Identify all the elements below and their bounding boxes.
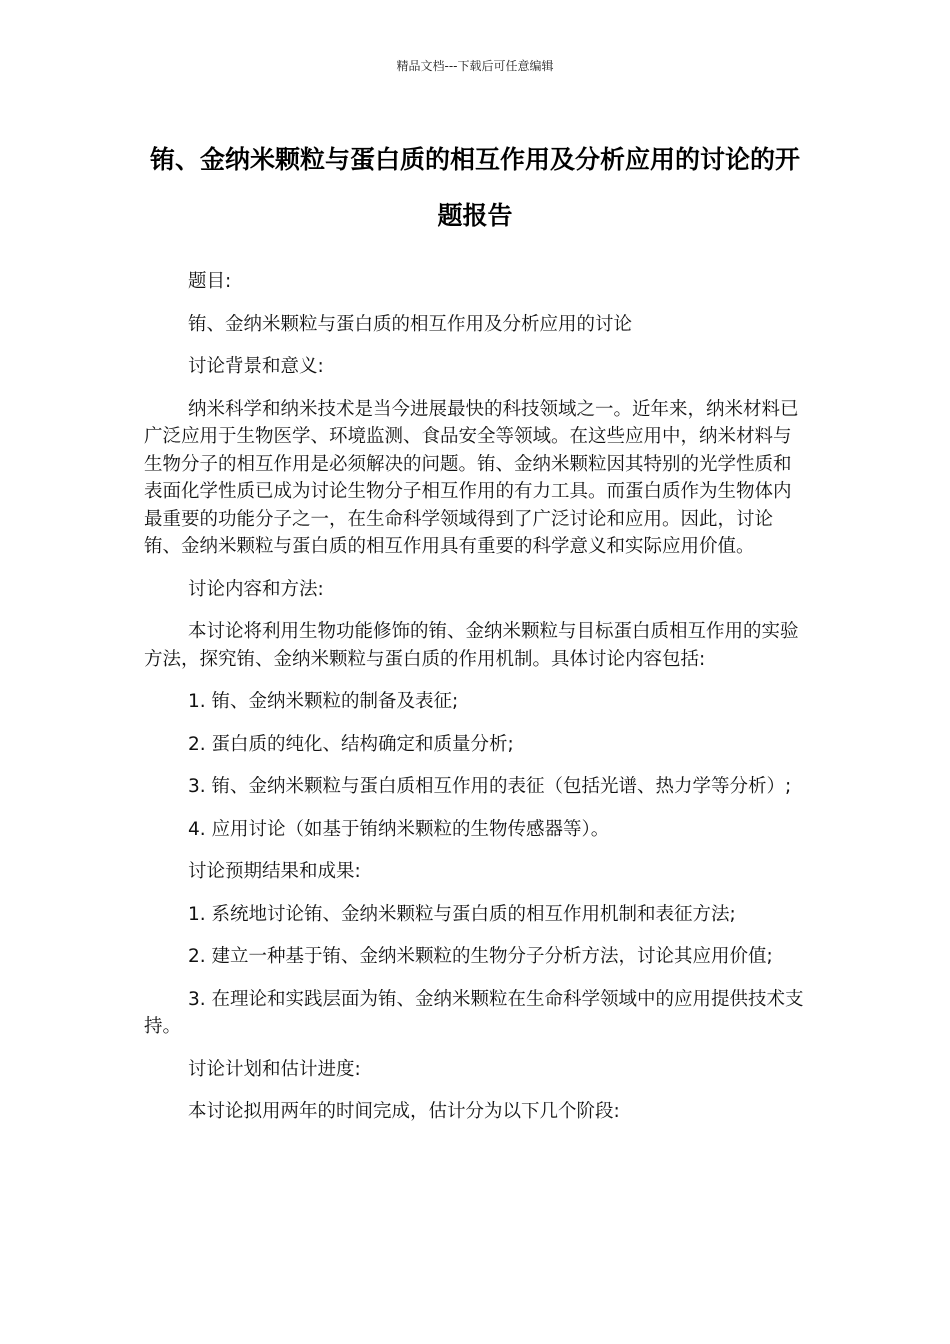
paragraph-methods: 本讨论将利用生物功能修饰的铕、金纳米颗粒与目标蛋白质相互作用的实验方法，探究铕、金纳米颗粒与蛋白质的作用机制。具体讨论内容包括: xyxy=(144,621,799,670)
paragraph-background-heading: 讨论背景和意义: xyxy=(188,356,324,377)
page-header-note: 精品文档---下载后可任意编辑 xyxy=(396,59,554,73)
paragraph-background: 纳米科学和纳米技术是当今进展最快的科技领域之一。近年来，纳米材料已广泛应用于生物医学、环境监测、食品安全等领域。在这些应用中，纳米材料与生物分子的相互作用是必须解决的问题。铕、金纳米颗粒因其特别的光学性质和表面化学性质已成为讨论生物分子相互作用的有力工具。而蛋白质作为生物体内最重要的功能分子之一，在生命科学领域得到了广泛讨论和应用。因此，讨论铕、金纳米颗粒与蛋白质的相互作用具有重要的科学意义和实际应用价值。 xyxy=(144,398,799,557)
list-item: 3. 在理论和实践层面为铕、金纳米颗粒在生命科学领域中的应用提供技术支持。 xyxy=(144,988,804,1037)
list-item: 1. 系统地讨论铕、金纳米颗粒与蛋白质的相互作用机制和表征方法; xyxy=(188,903,736,925)
paragraph-topic: 铕、金纳米颗粒与蛋白质的相互作用及分析应用的讨论 xyxy=(188,313,633,335)
list-item: 2. 建立一种基于铕、金纳米颗粒的生物分子分析方法，讨论其应用价值; xyxy=(188,946,773,967)
paragraph-topic-heading: 题目: xyxy=(188,271,232,292)
list-item: 1. 铕、金纳米颗粒的制备及表征; xyxy=(188,691,459,712)
paragraph-plan: 本讨论拟用两年的时间完成，估计分为以下几个阶段: xyxy=(188,1101,620,1122)
document-title: 铕、金纳米颗粒与蛋白质的相互作用及分析应用的讨论的开题报告 xyxy=(149,145,800,230)
list-item: 2. 蛋白质的纯化、结构确定和质量分析; xyxy=(188,733,514,755)
paragraph-plan-heading: 讨论计划和估计进度: xyxy=(188,1058,361,1080)
document-body xyxy=(144,268,804,1141)
paragraph-methods-heading: 讨论内容和方法: xyxy=(188,578,324,600)
paragraph-results-heading: 讨论预期结果和成果: xyxy=(188,861,361,882)
list-item: 3. 铕、金纳米颗粒与蛋白质相互作用的表征（包括光谱、热力学等分析）; xyxy=(188,776,792,797)
list-item: 4. 应用讨论（如基于铕纳米颗粒的生物传感器等）。 xyxy=(188,818,610,840)
